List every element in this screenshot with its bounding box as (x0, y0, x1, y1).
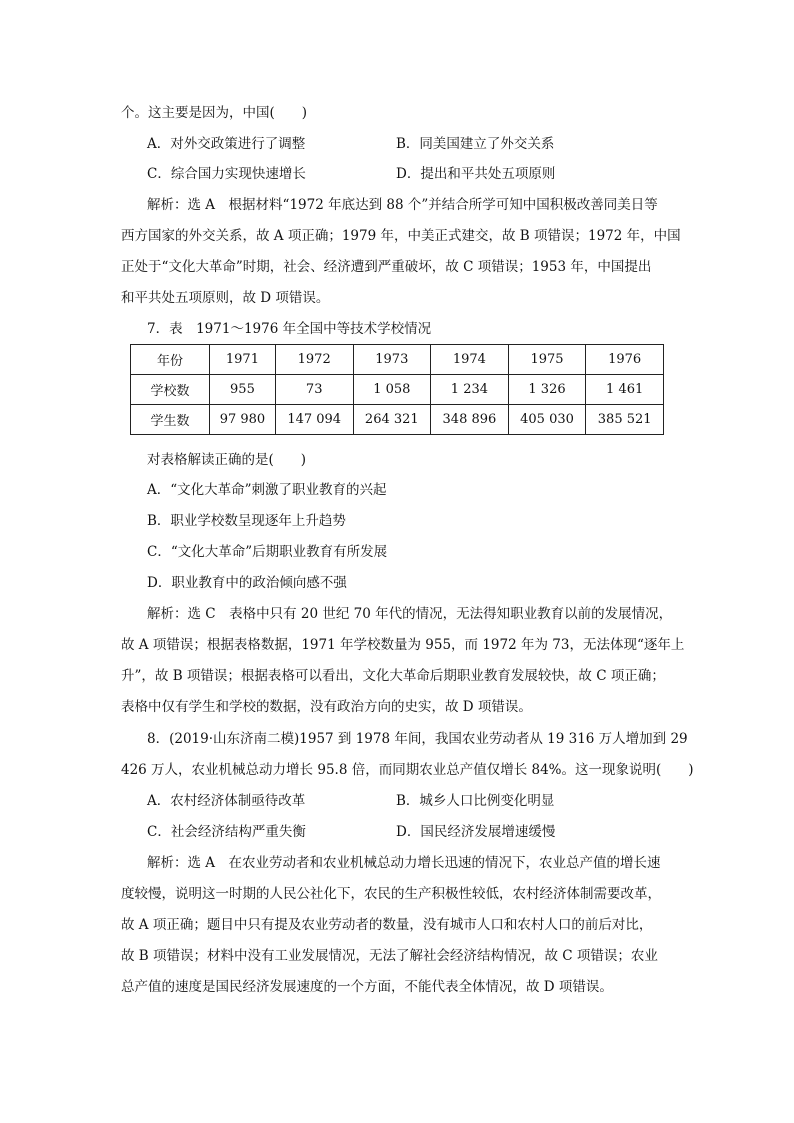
table-cell: 73 (275, 375, 353, 405)
q7-analysis-line: 故 A 项错误；根据表格数据，1971 年学校数量为 955，而 1972 年为 73，无法体现“逐年上 (121, 637, 685, 653)
q6-analysis-line: 解析：选 A 根据材料“1972 年底达到 88 个”并结合所学可知中国积极改善同美日等 (147, 197, 658, 213)
q6-option-a: A．对外交政策进行了调整 (147, 136, 306, 152)
table-cell: 1975 (508, 345, 586, 375)
school-stats-table (130, 344, 664, 435)
q8-option-b: B．城乡人口比例变化明显 (396, 793, 555, 809)
table-cell: 405 030 (508, 405, 586, 435)
table-cell: 1971 (210, 345, 276, 375)
q7-analysis-line: 升”，故 B 项错误；根据表格可以看出，文化大革命后期职业教育发展较快，故 C 项正确； (121, 668, 665, 684)
q8-option-d: D．国民经济发展增速缓慢 (396, 824, 556, 840)
table-cell: 1973 (353, 345, 431, 375)
q7-option-c: C．“文化大革命”后期职业教育有所发展 (147, 544, 388, 560)
table-cell: 学校数 (131, 375, 210, 405)
q6-stem-tail: 个。这主要是因为，中国( ) (121, 105, 308, 121)
q8-option-c: C．社会经济结构严重失衡 (147, 824, 306, 840)
table-cell: 97 980 (210, 405, 276, 435)
q6-analysis-line: 正处于“文化大革命”时期，社会、经济遭到严重破坏，故 C 项错误；1953 年，中国提出 (121, 259, 652, 275)
table-cell: 1 326 (508, 375, 586, 405)
table-cell: 1 058 (353, 375, 431, 405)
table-cell: 年份 (131, 345, 210, 375)
q7-analysis-line: 解析：选 C 表格中只有 20 世纪 70 年代的情况，无法得知职业教育以前的发展情况， (147, 606, 673, 622)
table-cell: 348 896 (431, 405, 509, 435)
q7-analysis-line: 表格中仅有学生和学校的数据，没有政治方向的史实，故 D 项错误。 (121, 699, 532, 715)
q8-analysis-line: 解析：选 A 在农业劳动者和农业机械总动力增长迅速的情况下，农业总产值的增长速 (147, 855, 661, 871)
q7-option-b: B．职业学校数呈现逐年上升趋势 (147, 513, 346, 529)
q8-analysis-line: 度较慢，说明这一时期的人民公社化下，农民的生产积极性较低，农村经济体制需要改革， (121, 886, 661, 902)
q6-analysis-line: 和平共处五项原则，故 D 项错误。 (121, 290, 330, 306)
table-cell: 1 461 (586, 375, 664, 405)
q6-option-b: B．同美国建立了外交关系 (396, 136, 555, 152)
q6-analysis-line: 西方国家的外交关系，故 A 项正确；1979 年，中美正式建交，故 B 项错误；1972 年，中国 (121, 228, 681, 244)
table-cell: 264 321 (353, 405, 431, 435)
q6-option-d: D．提出和平共处五项原则 (396, 166, 556, 182)
q7-title: 7．表 1971～1976 年全国中等技术学校情况 (147, 321, 432, 337)
q8-analysis-line: 故 B 项错误；材料中没有工业发展情况，无法了解社会经济结构情况，故 C 项错误；农业 (121, 948, 658, 964)
q7-option-a: A．“文化大革命”刺激了职业教育的兴起 (147, 482, 387, 498)
table-header-row (131, 345, 664, 375)
q8-option-a: A．农村经济体制亟待改革 (147, 793, 306, 809)
table-cell: 1976 (586, 345, 664, 375)
q8-analysis-line: 故 A 项正确；题目中只有提及农业劳动者的数量，没有城市人口和农村人口的前后对比， (121, 917, 653, 933)
q6-option-c: C．综合国力实现快速增长 (147, 166, 306, 182)
table-cell: 1972 (275, 345, 353, 375)
table-cell: 385 521 (586, 405, 664, 435)
table-row (131, 405, 664, 435)
table-cell: 1974 (431, 345, 509, 375)
table-cell: 学生数 (131, 405, 210, 435)
q7-option-d: D．职业教育中的政治倾向感不强 (147, 575, 347, 591)
table-row (131, 375, 664, 405)
table-cell: 1 234 (431, 375, 509, 405)
q8-stem-line: 426 万人，农业机械总动力增长 95.8 倍，而同期农业总产值仅增长 84%。这一现象说明( ) (121, 762, 694, 778)
table-cell: 955 (210, 375, 276, 405)
table-cell: 147 094 (275, 405, 353, 435)
q8-analysis-line: 总产值的速度是国民经济发展速度的一个方面，不能代表全体情况，故 D 项错误。 (121, 979, 613, 995)
q8-stem-line: 8．(2019·山东济南二模)1957 到 1978 年间，我国农业劳动者从 19 316 万人增加到 29 (147, 731, 688, 747)
q7-question: 对表格解读正确的是( ) (147, 452, 307, 468)
